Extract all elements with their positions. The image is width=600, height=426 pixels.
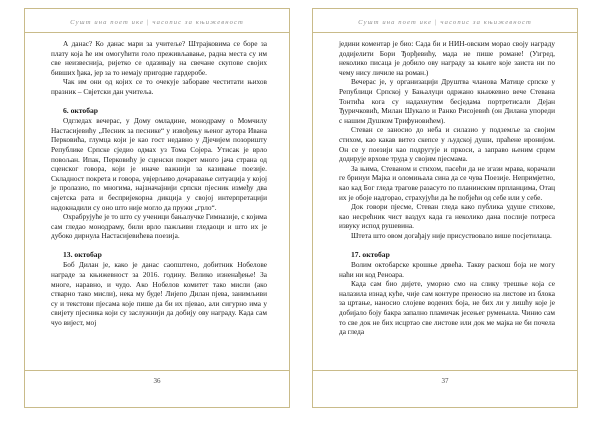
body-paragraph: Штета што овом догађају није присуствовало више посјетилаца. [351,230,552,240]
body-paragraph: Чак им они од којих се то очекује забораве честитати њихов празник – Свјетски дан учитеља. [51,77,267,96]
body-paragraph: Боб Дилан је, како је данас саопштено, добитник Нобелове награде за књижевност за 2016. годину. Велико изненађење! За многе, наравно, и чудо. Ако Нобелов комитет тако мисли (ако стварно тако мисли), нека му буде! Лијепо Дилан пјева, занимљиви су и текстови пјесама које пише да би их пјевао, али сигурно има у свијету пјесника који су заслужнији да добију ову награду. Када сам чуо вијест, мој [51,260,267,328]
diary-date-heading: 13. октобар [63,250,102,260]
diary-date-heading: 17. октобар [351,250,390,260]
body-paragraph: Стеван се заносио до неба и силазио у подземље за својим стихом, као какав витез скепсе у људској души, праћене иронијом. Он се у поезији као подругује и пркоси, а заправо њеним срцем додирује врхове труда у својим пјесмама. [339,125,555,164]
footer-divider [313,370,577,371]
footer-divider [25,370,289,371]
paragraph-gap [51,97,267,107]
paragraph-gap [51,241,267,251]
right-page-frame [312,8,578,408]
left-page-frame [24,8,290,408]
running-header: Сушт ина поет ике | часопис за књижевност [70,19,244,26]
body-paragraph: Охрабрујуће је то што су ученици бањалучке Гимназије, с којима сам гледао монодраму, били врло пажљиви гледаоци и што их је дубоко дирнула Настасијевићева поезија. [51,212,267,241]
paragraph-gap [339,240,555,250]
header-divider [313,32,577,33]
right-page-body [339,39,555,337]
body-paragraph: А данас? Ко данас мари за учитеље? Штрајковима се боре за плату која ће им омогућити голо преживљавање, радна места су им све неизвеснија, ријетко се одазивају на свечане скупове својих бивших ђака, јер за то немају пригодне гардеробе. [51,39,267,77]
page-number: 37 [441,377,449,385]
running-header: Сушт ина поет ике | часопис за књижевност [358,19,532,26]
header-divider [25,32,289,33]
body-paragraph: једини коментар је био: Сада би и НИН-овским морао своју награду додијелити Бори Ђорђевићу, мада не пише романе! (Узгред, неколико писаца је добило ову награду за књиге које заиста ни по чему нису личиле на роман.) [339,39,555,77]
left-page-body [51,39,267,328]
page-number: 36 [153,377,161,385]
body-paragraph: Када сам био дијете, уморно смо на слику трешње која се налазила изнад куће, чије сам контуре преносио на листове из блока за цртање, наносио слојеве водених боја, не бих ли у лишћу које је добијало боју бакра запално пламичак јесењег румењила. Чинио сам то све док не бих исцртао све листове или док ме мајка не би почела да гледа [339,279,555,337]
body-paragraph: За њима, Стеваном и стихом, пасећи да не згази мрава, корачали ге бринуи Мајка и оломињала сина да се чува Поезије. Непримјетно, као кад Бог гледа трагове разасуто по планинским прпланцима, Отац их је обоје надгорао, страхујући да ће побјећи од себе или у себе. [339,163,555,202]
body-paragraph: Вечерас је, у организацији Друштва чланова Матице српске у Републици Српској у Бањалуци одржано књижевно вече Стевана Тонтића кога су надахнутим бесједама портретисали Дејан Ђуричковић, Милан Шукало и Ранко Рисојевић (он Дилана упореди с нашим Душком Трифуновићем). [339,77,555,125]
body-paragraph: Волим октобарске крошње дрвећа. Такву раскош боја не могу наћи ни код Реноара. [339,260,555,279]
right-page [300,0,600,426]
body-paragraph: Одгледах вечерас, у Дому омладине, монодраму о Момчилу Настасијевићу „Песник за песнике“ у извођењу њеног аутора Ивана Перковића, глумца који је као гост недавно у Дјечијем позоришту Републике Српске сједио одмах уз Тома Сојера. Утисак је врло повољан. Ипак, Перковићу је сценски покрет много јача страна од сценског говора, који је иначе важнији за казивање поезије. Складност покрета и говора, увјерљиво дочаравање ситуација у којој је пролазио, по многима, најзначајнији српски пјесник између два свјетска рата и беспријекорна дикција у својој интерпретацији надокнадили су оно што није могло да пружи „грло“. [51,116,267,212]
diary-date-heading: 6. октобар [63,106,99,116]
body-paragraph: Док говори пјесме, Стеван гледа како публика удуше стихове, као несрећник чист вaздух када га неколико дана послије потреса извуку испод рушевина. [339,202,555,231]
